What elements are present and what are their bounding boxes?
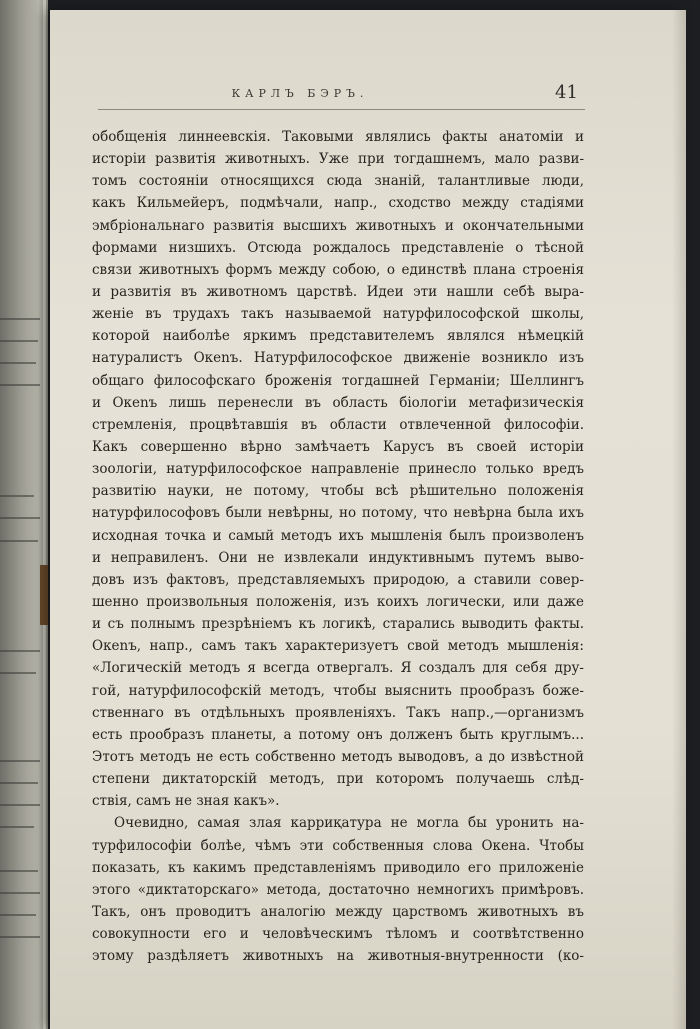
text-line: Такъ, онъ проводитъ аналогію между царствомъ животныхъ въ [92, 903, 584, 920]
facing-page-text-fragment [0, 914, 36, 916]
text-line: Этотъ методъ не есть собственно методъ выводовъ, а до извѣстной [92, 748, 584, 765]
text-line: совокупности его и человѣческимъ тѣломъ и соотвѣтственно [92, 926, 584, 943]
text-line: развитію науки, не потому, чтобы всѣ рѣшительно положенія [92, 483, 584, 500]
text-line: Океnъ, напр., самъ такъ характеризуетъ свой методъ мышленія: [92, 638, 584, 655]
text-line: стремленія, процвѣтавшія въ области отвлеченной философіи. [92, 416, 584, 433]
facing-page-text-fragment [0, 384, 40, 386]
facing-page-text-fragment [0, 650, 40, 652]
text-line: довъ изъ фактовъ, представляемыхъ природою, а ставили совер- [92, 571, 584, 588]
text-line: и Океnъ лишь перенесли въ область біологіи метафизическія [92, 394, 584, 411]
text-line: исходная точка и самый методъ ихъ мышленія былъ произволенъ [92, 527, 584, 544]
facing-page-text-fragment [0, 672, 36, 674]
text-line: «Логическій методъ я всегда отвергалъ. Я создалъ для себя дру- [92, 660, 584, 677]
text-line: этому раздѣляетъ животныхъ на животныя-внутренности (ко- [92, 948, 584, 965]
text-line: гой, натурфилософскій методъ, чтобы выяснить прообразъ боже- [92, 682, 584, 699]
text-line: турфилософіи болѣе, чѣмъ эти собственныя слова Окена. Чтобы [92, 837, 584, 854]
facing-page-text-fragment [0, 340, 38, 342]
text-line: обобщенія линнеевскія. Таковыми являлись факты анатоміи и [92, 129, 584, 145]
facing-page-text-fragment [0, 495, 34, 497]
text-line: женіе въ трудахъ такъ называемой натурфилософской школы, [92, 306, 584, 323]
facing-page-text-fragment [0, 892, 40, 894]
facing-page-text-fragment [0, 804, 40, 806]
facing-page-edge [0, 0, 48, 1029]
text-line: эмбріональнаго развитія высшихъ животныхъ и окончательными [92, 217, 584, 234]
facing-page-text-fragment [0, 782, 38, 784]
facing-page-text-fragment [0, 936, 40, 938]
text-line: исторіи развитія животныхъ. Уже при тогдашнемъ, мало разви- [92, 151, 584, 168]
text-line: ственнаго въ отдѣльныхъ проявленіяхъ. Такъ напр.,—организмъ [92, 704, 584, 721]
text-line: ствія, самъ не зная какъ». [92, 793, 280, 810]
page-edge-highlight [43, 0, 46, 1029]
text-line: и развитія въ животномъ царствѣ. Идеи эти нашли себѣ выра- [92, 283, 584, 300]
text-line: которой наиболѣе яркимъ представителемъ являлся нѣмецкій [92, 328, 584, 345]
text-line: шенно произвольныя положенія, изъ коихъ логически, или даже [92, 593, 584, 610]
text-line: и неправиленъ. Они не извлекали индуктивнымъ путемъ выво- [92, 549, 584, 566]
text-line: и съ полнымъ презрѣніемъ къ логикѣ, старались выводить факты. [92, 616, 584, 633]
body-text [92, 126, 584, 967]
text-line: Очевидно, самая злая карриқатура не могла бы уронить на- [114, 815, 584, 832]
facing-page-text-fragment [0, 760, 40, 762]
text-line: натурфилософовъ были невѣрны, но потому, что невѣрна была ихъ [92, 505, 584, 522]
text-line: томъ состояніи относящихся сюда знаній, талантливые люди, [92, 173, 584, 190]
header-rule [98, 109, 585, 110]
text-line: какъ Кильмейеръ, подмѣчали, напр., сходство между стадіями [92, 195, 584, 212]
facing-page-text-fragment [0, 826, 34, 828]
text-line: степени диктаторскій методъ, при которомъ получаешь слѣд- [92, 771, 584, 788]
facing-page-text-fragment [0, 318, 40, 320]
text-line: формами низшихъ. Отсюда рождалось представленіе о тѣсной [92, 239, 584, 256]
text-line: этого «диктаторскаго» метода, достаточно немногихъ примѣровъ. [92, 881, 584, 898]
text-line: есть прообразъ планеты, а потому онъ долженъ быть круглымъ... [92, 726, 584, 743]
facing-page-text-fragment [0, 870, 38, 872]
text-line: общаго философскаго броженія тогдашней Германіи; Шеллингъ [92, 372, 584, 389]
text-line: зоологіи, натурфилософское направленіе принесло только вредъ [92, 461, 584, 478]
facing-page-text-fragment [0, 540, 38, 542]
facing-page-text-fragment [0, 362, 36, 364]
page-number: 41 [555, 82, 578, 103]
text-line: натуралистъ Океnъ. Натурфилософское движеніе возникло изъ [92, 350, 584, 367]
page-tear-shadow [40, 565, 48, 625]
facing-page-text-fragment [0, 517, 40, 519]
text-line: Какъ совершенно вѣрно замѣчаетъ Карусъ въ своей исторіи [92, 438, 584, 455]
book-page [50, 10, 686, 1029]
text-line: показать, къ какимъ представленіямъ приводило его приложеніе [92, 859, 584, 876]
running-head: КАРЛЪ БЭРЪ. [231, 87, 369, 100]
text-line: связи животныхъ формъ между собою, о единствѣ плана строенія [92, 261, 584, 278]
